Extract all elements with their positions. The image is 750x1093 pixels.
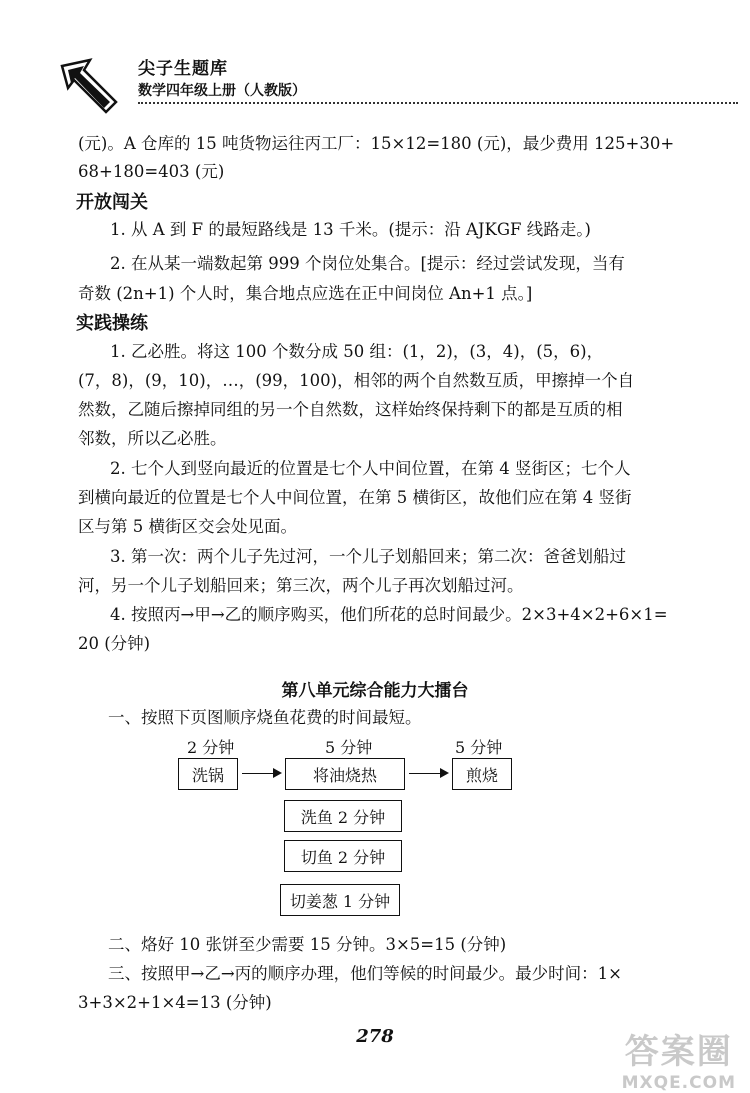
answer-line: 邻数，所以乙必胜。 xyxy=(78,429,227,448)
step-box-wash-pot: 洗锅 xyxy=(178,758,238,790)
answer-line: 到横向最近的位置是七个人中间位置，在第 5 横街区，故他们应在第 4 竖街 xyxy=(78,488,632,507)
answer-line: 1. 乙必胜。将这 100 个数分成 50 组：(1，2)，(3，4)，(5，6)， xyxy=(110,342,604,361)
text-line: 68+180=403 (元) xyxy=(78,162,225,181)
series-title: 尖子生题库 xyxy=(138,59,228,79)
watermark-logo-icon: 答案圈 xyxy=(624,1032,733,1072)
step-box-wash-fish: 洗鱼 2 分钟 xyxy=(284,800,402,832)
flow-arrow-icon xyxy=(409,773,447,774)
answer-line: 河，另一个儿子划船回来；第三次，两个儿子再次划船过河。 xyxy=(78,576,524,595)
answer-line: 1. 从 A 到 F 的最短路线是 13 千米。(提示：沿 AJKGF 线路走。) xyxy=(110,220,591,239)
answer-line: 区与第 5 横街区交会处见面。 xyxy=(78,517,297,536)
text-line: (元)。A 仓库的 15 吨货物运往丙工厂：15×12=180 (元)，最少费用 125+30+ xyxy=(78,134,675,153)
answer-line: 3+3×2+1×4=13 (分钟) xyxy=(78,993,272,1012)
watermark-url: MXQE.COM xyxy=(621,1073,736,1093)
page-number: 278 xyxy=(356,1026,394,1047)
arrow-logo-icon xyxy=(60,58,118,116)
answer-line: 奇数 (2n+1) 个人时，集合地点应选在正中间岗位 An+1 点。] xyxy=(78,284,533,303)
step-box-fry: 煎烧 xyxy=(452,758,512,790)
flow-arrow-icon xyxy=(242,773,280,774)
step-box-cut-fish: 切鱼 2 分钟 xyxy=(284,840,402,872)
page-header xyxy=(60,44,700,114)
answer-line: 二、烙好 10 张饼至少需要 15 分钟。3×5=15 (分钟) xyxy=(108,935,507,954)
step-box-heat-oil: 将油烧热 xyxy=(285,758,405,790)
step-time-label: 2 分钟 xyxy=(187,738,235,757)
answer-line: 然数，乙随后擦掉同组的另一个自然数，这样始终保持剩下的都是互质的相 xyxy=(78,400,623,419)
answer-line: 20 (分钟) xyxy=(78,634,151,653)
step-box-cut-ginger: 切姜葱 1 分钟 xyxy=(280,884,400,916)
answer-line: 三、按照甲→乙→丙的顺序办理，他们等候的时间最少。最少时间：1× xyxy=(108,964,622,983)
header-divider xyxy=(138,102,738,104)
section-heading-open: 开放闯关 xyxy=(76,192,148,213)
answer-line: 4. 按照丙→甲→乙的顺序购买，他们所花的总时间最少。2×3+4×2+6×1= xyxy=(110,605,668,624)
answer-line: 3. 第一次：两个儿子先过河，一个儿子划船回来；第二次：爸爸划船过 xyxy=(110,547,626,566)
book-subtitle: 数学四年级上册（人教版） xyxy=(138,83,306,99)
watermark xyxy=(622,1024,736,1093)
step-time-label: 5 分钟 xyxy=(455,738,503,757)
answer-line: 2. 在从某一端数起第 999 个岗位处集合。[提示：经过尝试发现，当有 xyxy=(110,254,625,273)
answer-line: 一、按照下页图顺序烧鱼花费的时间最短。 xyxy=(108,708,422,727)
step-time-label: 5 分钟 xyxy=(325,738,373,757)
answer-line: (7，8)，(9，10)，…，(99，100)，相邻的两个自然数互质，甲擦掉一个自 xyxy=(78,371,635,390)
unit-title: 第八单元综合能力大擂台 xyxy=(281,681,469,701)
section-heading-practice: 实践操练 xyxy=(76,313,148,334)
answer-line: 2. 七个人到竖向最近的位置是七个人中间位置，在第 4 竖街区；七个人 xyxy=(110,459,631,478)
